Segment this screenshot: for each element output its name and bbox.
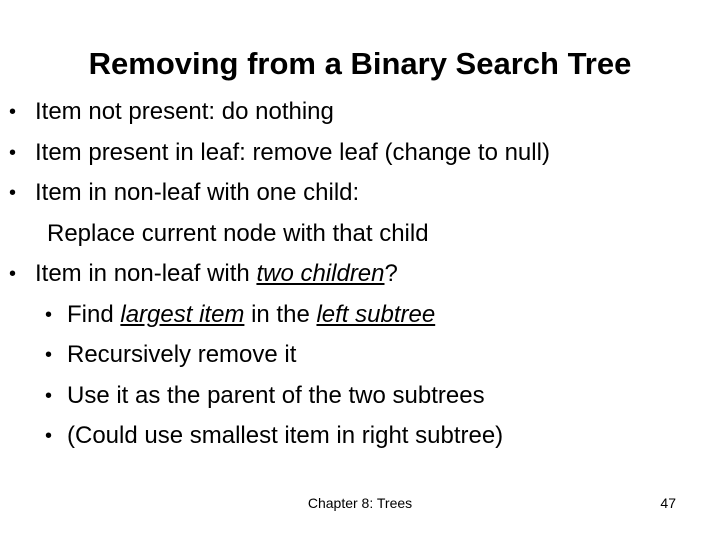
- sub-bullet-item: [0, 376, 720, 417]
- text-segment: Find: [67, 300, 121, 328]
- text-segment: Item in non-leaf with: [35, 260, 257, 287]
- bullet-marker: •: [45, 425, 53, 447]
- bullet-item: [0, 133, 720, 174]
- bullet-item: [0, 173, 720, 214]
- bullet-marker: •: [45, 303, 53, 326]
- bullet-text: Use it as the parent of the two subtrees: [67, 381, 485, 409]
- bullet-list: [0, 92, 720, 457]
- sub-bullet-item: [0, 416, 720, 457]
- bullet-marker: •: [9, 263, 17, 285]
- bullet-item: [0, 92, 720, 133]
- emphasized-text: largest item: [120, 300, 245, 328]
- bullet-marker: •: [45, 344, 53, 366]
- sub-bullet-item: [0, 295, 720, 336]
- bullet-marker: •: [9, 141, 17, 164]
- emphasized-text: left subtree: [316, 300, 436, 328]
- bullet-item: [0, 254, 720, 295]
- bullet-marker: •: [9, 101, 17, 123]
- bullet-continuation: [0, 214, 720, 255]
- bullet-marker: •: [9, 182, 17, 204]
- slide-title: Removing from a Binary Search Tree: [88, 46, 632, 81]
- bullet-text: Item in non-leaf with one child:: [35, 179, 360, 206]
- bullet-text: Item not present: do nothing: [35, 98, 334, 125]
- footer-chapter: Chapter 8: Trees: [307, 495, 413, 511]
- sub-bullet-item: [0, 335, 720, 376]
- text-segment: in the: [244, 300, 317, 328]
- bullet-text: Replace current node with that child: [47, 219, 429, 247]
- emphasized-text: two children: [256, 260, 385, 287]
- bullet-text: Recursively remove it: [67, 341, 297, 368]
- bullet-text: (Could use smallest item in right subtree): [67, 422, 504, 449]
- bullet-text: Item present in leaf: remove leaf (change to null): [35, 138, 550, 166]
- bullet-text: [67, 295, 435, 336]
- bullet-text: [35, 254, 398, 295]
- page-number: 47: [660, 495, 676, 511]
- text-segment: ?: [384, 260, 398, 287]
- bullet-marker: •: [45, 384, 53, 407]
